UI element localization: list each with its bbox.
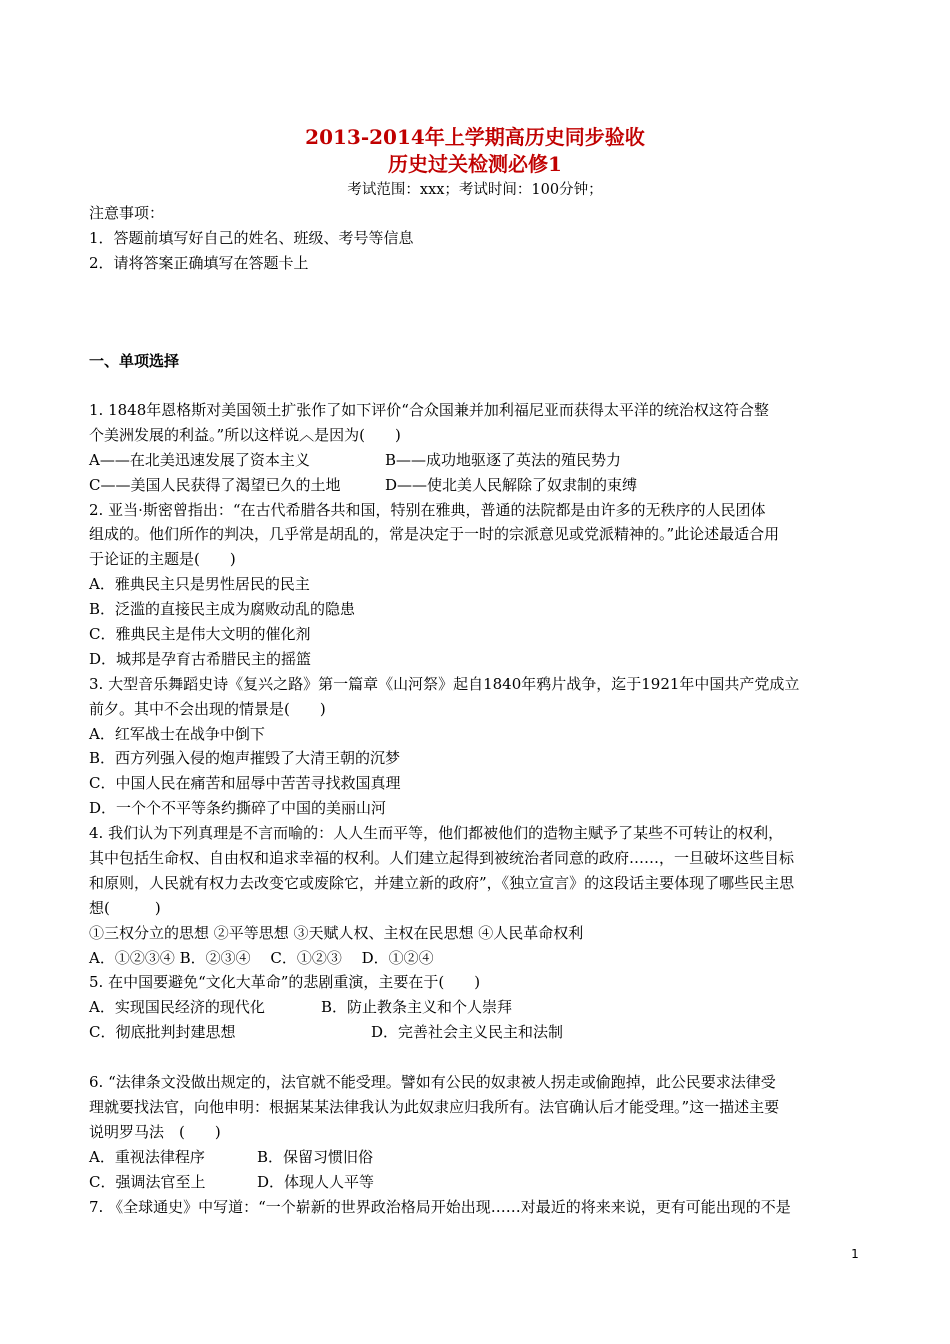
- question-6-stem: 理就要找法官，向他申明：根据某某法律我认为此奴隶应归我所有。法官确认后才能受理。”这一描述主要: [89, 1097, 780, 1116]
- section-heading: 一、单项选择: [89, 352, 180, 370]
- question-2-option-a: A．雅典民主只是男性居民的民主: [89, 575, 310, 594]
- page-title-line-1: 2013-2014年上学期高历史同步验收: [305, 125, 645, 149]
- question-1-stem: 个美洲发展的利益。”所以这样说︿是因为( ): [89, 425, 401, 444]
- notes-heading: 注意事项：: [89, 204, 165, 222]
- question-4-options: A．①②③④ B．②③④ C．①②③ D．①②④: [89, 948, 434, 967]
- question-2-option-c: C．雅典民主是伟大文明的催化剂: [89, 625, 311, 644]
- question-1-options-row: [89, 448, 864, 473]
- page-title-line-2: 历史过关检测必修1: [388, 152, 562, 176]
- question-3-stem: 3. 大型音乐舞蹈史诗《复兴之路》第一篇章《山河祭》起自1840年鸦片战争，迄于1921年中国共产党成立: [89, 674, 800, 693]
- question-3-stem: 前夕。其中不会出现的情景是( ): [89, 699, 326, 718]
- question-6-option-b: B．保留习惯旧俗: [257, 1147, 374, 1166]
- question-6-options-row: [89, 1170, 864, 1195]
- spacer: [89, 1045, 864, 1070]
- question-5-stem: 5. 在中国要避免“文化大革命”的悲剧重演，主要在于( ): [89, 973, 481, 992]
- question-3-option-a: A．红军战士在战争中倒下: [89, 724, 265, 743]
- question-2-stem: 2. 亚当·斯密曾指出：“在古代希腊各共和国，特别在雅典，普通的法院都是由许多的无秩序的人民团体: [89, 500, 766, 519]
- page-number: 1: [851, 1247, 859, 1261]
- question-4-stem: 4. 我们认为下列真理是不言而喻的：人人生而平等，他们都被他们的造物主赋予了某些不可转让的权利，: [89, 824, 784, 843]
- question-4-statements: ①三权分立的思想 ②平等思想 ③天赋人权、主权在民思想 ④人民革命权利: [89, 923, 584, 942]
- question-2-option-d: D．城邦是孕育古希腊民主的摇篮: [89, 649, 312, 668]
- question-6-option-c: C．强调法官至上: [89, 1172, 206, 1191]
- question-4-stem: 其中包括生命权、自由权和追求幸福的权利。人们建立起得到被统治者同意的政府……，一旦破坏这些目标: [89, 849, 795, 868]
- question-5-options-row: [89, 1020, 864, 1045]
- question-5-option-b: B．防止教条主义和个人崇拜: [321, 998, 513, 1017]
- notes-item: 2．请将答案正确填写在答题卡上: [89, 254, 309, 272]
- question-1-stem: 1. 1848年恩格斯对美国领土扩张作了如下评价“合众国兼并加利福尼亚而获得太平洋的统治权这符合整: [89, 401, 769, 419]
- question-5-options-row: [89, 995, 864, 1020]
- question-5-option-d: D．完善社会主义民主和法制: [371, 1023, 564, 1042]
- questions-body: [89, 398, 864, 1219]
- notes-item: 1．答题前填写好自己的姓名、班级、考号等信息: [89, 229, 414, 247]
- question-1-option-b: B——成功地驱逐了英法的殖民势力: [385, 450, 622, 469]
- question-6-stem: 说明罗马法 ( ): [89, 1122, 221, 1141]
- question-2-option-b: B．泛滥的直接民主成为腐败动乱的隐患: [89, 600, 356, 619]
- question-7-stem: 7. 《全球通史》中写道：“一个崭新的世界政治格局开始出现……对最近的将来来说，更有可能出现的不是: [89, 1197, 791, 1216]
- question-3-option-c: C．中国人民在痛苦和屈辱中苦苦寻找救国真理: [89, 774, 401, 793]
- question-1-options-row: [89, 473, 864, 498]
- question-6-option-d: D．体现人人平等: [257, 1172, 375, 1191]
- question-3-option-d: D．一个个不平等条约撕碎了中国的美丽山河: [89, 799, 387, 818]
- question-3-option-b: B．西方列强入侵的炮声摧毁了大清王朝的沉梦: [89, 749, 401, 768]
- exam-info: 考试范围：xxx；考试时间：100分钟；: [347, 182, 603, 198]
- document-header: [0, 124, 950, 201]
- question-5-option-a: A．实现国民经济的现代化: [89, 998, 265, 1017]
- question-2-stem: 组成的。他们所作的判决，几乎常是胡乱的，常是决定于一时的宗派意见或党派精神的。”此论述最适合用: [89, 525, 780, 544]
- question-6-option-a: A．重视法律程序: [89, 1147, 205, 1166]
- question-4-stem: 和原则，人民就有权力去改变它或废除它，并建立新的政府”，《独立宣言》的这段话主要体现了哪些民主思: [89, 873, 795, 892]
- question-2-stem: 于论证的主题是( ): [89, 550, 236, 569]
- question-1-option-a: A——在北美迅速发展了资本主义: [89, 450, 310, 469]
- notes-section: [89, 201, 869, 276]
- question-1-option-c: C——美国人民获得了渴望已久的土地: [89, 475, 341, 494]
- question-6-options-row: [89, 1145, 864, 1170]
- question-6-stem: 6. “法律条文没做出规定的，法官就不能受理。譬如有公民的奴隶被人拐走或偷跑掉，此公民要求法律受: [89, 1073, 776, 1092]
- question-5-option-c: C．彻底批判封建思想: [89, 1023, 236, 1042]
- question-1-option-d: D——使北美人民解除了奴隶制的束缚: [385, 475, 638, 494]
- question-4-stem: 想( ): [89, 898, 161, 917]
